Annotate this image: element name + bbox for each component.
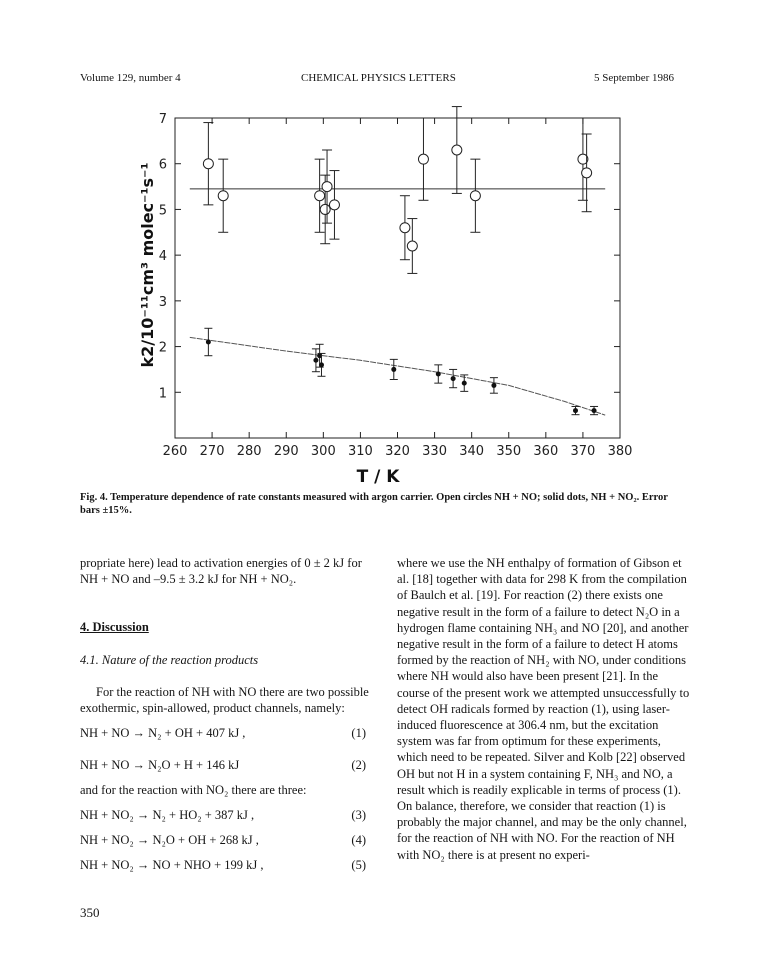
equation-4-text: NH + NO₂ → N₂O + OH + 268 kJ , — [80, 833, 259, 848]
data-point-open — [582, 168, 592, 178]
data-point-open — [407, 241, 417, 251]
y-tick-label: 2 — [158, 340, 167, 356]
equation-3-number: (3) — [351, 808, 366, 823]
data-point-open — [400, 223, 410, 233]
x-tick-label: 320 — [385, 444, 410, 459]
y-axis-title: k2/10⁻¹¹cm³ molec⁻¹s⁻¹ — [138, 162, 157, 368]
equation-5 — [80, 857, 372, 873]
y-tick-label: 7 — [158, 112, 167, 127]
page-number: 350 — [80, 905, 100, 920]
data-point-open — [418, 154, 428, 164]
y-tick-label: 1 — [158, 386, 167, 402]
y-tick-label: 4 — [158, 249, 167, 265]
x-axis-title: T / K — [356, 467, 400, 487]
data-point-open — [218, 191, 228, 201]
data-point-solid — [436, 372, 441, 377]
data-point-solid — [391, 367, 396, 372]
plot-frame — [175, 118, 620, 438]
x-tick-label: 340 — [459, 444, 485, 459]
equation-2-number: (2) — [351, 758, 366, 773]
data-point-solid — [462, 381, 467, 386]
equation-1 — [80, 725, 372, 741]
fit-lines — [190, 189, 605, 415]
data-point-open — [470, 191, 480, 201]
x-tick-label: 310 — [348, 444, 373, 459]
paragraph-activation: propriate here) lead to activation energies of 0 ± 2 kJ for NH + NO and –9.5 ± 3.2 kJ for NH + NO₂. — [80, 556, 362, 587]
equation-5-number: (5) — [351, 858, 366, 873]
series-nh-no — [203, 107, 591, 274]
data-point-open — [315, 191, 325, 201]
equation-3-text: NH + NO₂ → N₂ + HO₂ + 387 kJ , — [80, 808, 255, 823]
equation-4 — [80, 832, 372, 848]
publication-date: 5 September 1986 — [594, 72, 675, 84]
data-point-solid — [451, 376, 456, 381]
journal-volume: Volume 129, number 4 — [80, 72, 181, 84]
paragraph-discussion: where we use the NH enthalpy of formation of Gibson et al. [18] together with data for 298 K from the compilation of Baulch et al. [19]. For reaction (2) there exists one negative result in the form of a failure to detect N₂O in a hydrogen flame containing NH₃ and NO [20], and another negative result in the form of a failure to detect H atoms formed by the reaction of NH₂ with NO, under conditions where NH would also have been present [21]. In the course of the present work we attempted unsuccessfully to detect OH radicals formed by reaction (1), using laser-induced fluorescence at 306.4 nm, but the excitation system was far from optimum for these experiments, which need to be repeated. Silver and Kolb [22] observed OH but not H in a system containing F, NH₃ and NO, a result which is readily explicable in terms of process (1). On balance, therefore, we consider that reaction (1) is probably the major channel, and may be the only channel, for the reaction of NH with NO. For the reaction of NH with NO₂ there is at present no experi- — [397, 556, 690, 862]
equation-4-number: (4) — [351, 833, 366, 848]
x-tick-label: 370 — [570, 444, 596, 459]
equation-2-text: NH + NO → N₂O + H + 146 kJ — [80, 758, 240, 773]
equation-1-number: (1) — [351, 726, 366, 741]
left-column — [80, 555, 372, 873]
paragraph-no2: and for the reaction with NO₂ there are three: — [80, 783, 307, 798]
plot-border — [175, 118, 620, 438]
data-point-open — [203, 159, 213, 169]
data-point-solid — [573, 408, 578, 413]
subsection-heading: 4.1. Nature of the reaction products — [80, 652, 259, 667]
data-point-solid — [592, 408, 597, 413]
data-point-open — [320, 204, 330, 214]
y-tick-label: 6 — [158, 157, 167, 173]
y-tick-label: 3 — [158, 294, 167, 310]
x-tick-label: 380 — [607, 444, 633, 459]
equation-2 — [80, 757, 372, 773]
data-point-solid — [319, 362, 324, 367]
equation-1-text: NH + NO → N₂ + OH + 407 kJ , — [80, 726, 246, 741]
y-tick-label: 5 — [158, 203, 167, 219]
section-heading: 4. Discussion — [80, 620, 149, 635]
data-point-solid — [206, 340, 211, 345]
x-tick-label: 360 — [533, 444, 559, 459]
paragraph-channels: For the reaction of NH with NO there are two possible exothermic, spin-allowed, product channels, namely: — [80, 684, 369, 716]
data-point-solid — [491, 383, 496, 388]
series-nh-no2 — [204, 328, 598, 414]
figure-caption: Fig. 4. Temperature dependence of rate constants measured with argon carrier. Open circles NH + NO; solid dots, NH + NO₂. Error bars ±15%. — [80, 492, 668, 516]
data-point-open — [452, 145, 462, 155]
x-tick-label: 260 — [162, 444, 188, 459]
x-axis — [163, 118, 633, 459]
data-point-open — [322, 182, 332, 192]
x-tick-label: 350 — [496, 444, 522, 459]
y-axis — [159, 112, 620, 438]
x-tick-label: 290 — [273, 444, 299, 459]
x-tick-label: 330 — [422, 444, 447, 459]
right-column — [397, 555, 690, 863]
journal-title: CHEMICAL PHYSICS LETTERS — [301, 72, 456, 84]
data-point-open — [329, 200, 339, 210]
x-tick-label: 280 — [236, 444, 262, 459]
x-tick-label: 270 — [199, 444, 225, 459]
data-point-solid — [313, 358, 318, 363]
equation-5-text: NH + NO₂ → NO + NHO + 199 kJ , — [80, 858, 264, 873]
fit-curve-nh-no2 — [190, 337, 605, 415]
x-tick-label: 300 — [310, 444, 336, 459]
equation-3 — [80, 807, 372, 823]
